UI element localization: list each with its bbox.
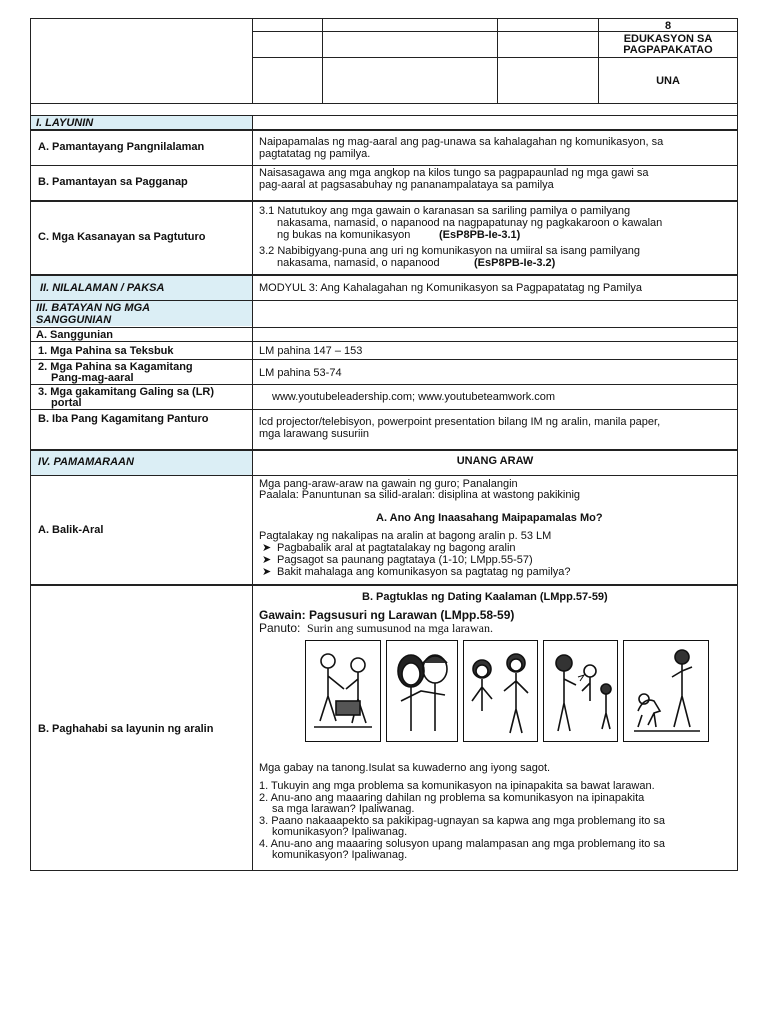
balik-aral-bullet: Bakit mahalaga ang komunikasyon sa pagtatag ng pamilya? (277, 566, 571, 578)
tanong-2: 2. Anu-ano ang maaaring dahilan ng problema sa komunikasyon na ipinapakita (259, 792, 645, 804)
row-divider (30, 475, 738, 476)
bullet-arrow-icon: ➤ (262, 566, 272, 578)
balik-aral-text: Pagtalakay ng nakalipas na aralin at bagong aralin p. 53 LM (259, 530, 552, 542)
header-divider (252, 57, 738, 58)
larawan-4-image (543, 640, 618, 742)
balik-aral-bullet: Pagbabalik aral at pagtatalakay ng bagong aralin (277, 542, 516, 554)
quarter: UNA (656, 75, 680, 87)
kagamitang-label: Pang-mag-aaral (51, 372, 134, 384)
iba-pang-kagamitan-label: B. Iba Pang Kagamitang Panturo (38, 413, 209, 425)
balik-aral-label: A. Balik-Aral (38, 524, 104, 536)
column-divider (252, 115, 253, 871)
row-divider (30, 165, 738, 166)
tanong-3: 3. Paano nakaaapekto sa pakikipag-ugnayan sa kapwa ang mga problemang ito sa (259, 815, 666, 827)
subject-title: PAGPAPAKATAO (623, 44, 713, 56)
larawan-5-image (623, 640, 709, 742)
section-nilalaman: II. NILALAMAN / PAKSA (40, 282, 165, 294)
kasanayan-3-2: nakasama, namasid, o napanood (277, 257, 440, 269)
kasanayan-3-1: ng bukas na komunikasyon (277, 229, 411, 241)
larawan-1-image (305, 640, 381, 742)
pamantayang-pangnilalaman-label: A. Pamantayang Pangnilalaman (38, 141, 205, 153)
pagtuklas-heading: B. Pagtuklas ng Dating Kaalaman (LMpp.57-59) (362, 591, 608, 603)
teksbuk-value: LM pahina 147 – 153 (259, 345, 363, 357)
row-divider (30, 409, 738, 410)
row-divider (30, 200, 738, 202)
larawan-2-image (386, 640, 458, 742)
row-divider (30, 115, 738, 116)
pamantayang-pangnilalaman-text: Naipapamalas ng mag-aaral ang pag-unawa sa kahalagahan ng komunikasyon, sa (259, 136, 664, 148)
row-divider (30, 584, 738, 586)
section-layunin: I. LAYUNIN (36, 117, 94, 129)
grade-level: 8 (664, 20, 672, 32)
pamantayan-pagganap-text: Naisasagawa ang mga angkop na kilos tungo sa pagpapaunlad ng mga gawi sa (259, 167, 649, 179)
kasanayan-3-2: 3.2 Nabibigyang-puna ang uri ng komunikasyon na umiiral sa isang pamilyang (259, 245, 640, 257)
tanong-1: 1. Tukuyin ang mga problema sa komunikasyon na ipinapakita sa bawat larawan. (259, 780, 655, 792)
table-border-left (30, 18, 31, 871)
pamantayan-pagganap-text: pag-aaral at pagsasabuhay ng pananampalataya sa pamilya (259, 179, 554, 191)
lr-portal-label: 3. Mga gakamitang Galing sa (LR) (38, 386, 215, 398)
modyul-title: MODYUL 3: Ang Kahalagahan ng Komunikasyon sa Pagpapatatag ng Pamilya (259, 282, 643, 294)
row-divider (30, 384, 738, 385)
kasanayan-3-1: 3.1 Natutukoy ang mga gawain o karanasan sa sariling pamilya o pamilyang (259, 205, 631, 217)
pamantayang-pangnilalaman-text: pagtatatag ng pamilya. (259, 148, 371, 160)
tanong-3: komunikasyon? Ipaliwanag. (272, 826, 408, 838)
bullet-arrow-icon: ➤ (262, 554, 272, 566)
section-pamamaraan: IV. PAMAMARAAN (38, 456, 134, 468)
balik-aral-heading: A. Ano Ang Inaasahang Maipapamalas Mo? (376, 512, 603, 524)
tanong-4: komunikasyon? Ipaliwanag. (272, 849, 408, 861)
larawan-3-image (463, 640, 538, 742)
kasanayan-3-1: nakasama, namasid, o napanood na nagpapatunay ng pagkakaroon o kawalan (277, 217, 663, 229)
row-divider (30, 129, 738, 131)
bullet-arrow-icon: ➤ (262, 542, 272, 554)
lr-portal-label: portal (51, 397, 82, 409)
paghahabi-label: B. Paghahabi sa layunin ng aralin (38, 723, 214, 735)
competency-code: (EsP8PB-Ie-3.2) (474, 257, 556, 269)
kagamitang-label: 2. Mga Pahina sa Kagamitang (38, 361, 193, 373)
kasanayan-label: C. Mga Kasanayan sa Pagtuturo (38, 231, 206, 243)
row-divider (30, 341, 738, 342)
header-divider (30, 103, 738, 104)
day-heading: UNANG ARAW (456, 455, 534, 467)
kagamitang-value: LM pahina 53-74 (259, 367, 342, 379)
competency-code: (EsP8PB-Ie-3.1) (439, 229, 521, 241)
teksbuk-label: 1. Mga Pahina sa Teksbuk (38, 345, 174, 357)
sanggunian-label: A. Sanggunian (36, 329, 113, 341)
row-divider (30, 327, 738, 328)
panuto-label: Panuto: (259, 621, 301, 635)
subject-title: EDUKASYON SA (623, 33, 713, 45)
panuto-text: Surin ang sumusunod na mga larawan. (307, 621, 493, 635)
section-batayan: III. BATAYAN NG MGA (36, 302, 151, 314)
balik-aral-text: Mga pang-araw-araw na gawain ng guro; Panalangin (259, 478, 518, 490)
pamantayan-pagganap-label: B. Pamantayan sa Pagganap (38, 176, 188, 188)
balik-aral-bullet: Pagsagot sa paunang pagtataya (1-10; LMpp.55-57) (277, 554, 533, 566)
iba-pang-kagamitan-text: mga larawang susuriin (259, 428, 370, 440)
iba-pang-kagamitan-text: lcd projector/telebisyon, powerpoint presentation bilang IM ng aralin, manila paper, (259, 416, 661, 428)
gawain-title: Gawain: Pagsusuri ng Larawan (LMpp.58-59) (259, 608, 515, 622)
section-batayan: SANGGUNIAN (36, 314, 112, 326)
row-divider (30, 274, 738, 276)
gabay-tanong: Mga gabay na tanong.Isulat sa kuwaderno ang iyong sagot. (259, 762, 551, 774)
row-divider (30, 359, 738, 360)
table-border-bottom (30, 870, 738, 871)
tanong-2: sa mga larawan? Ipaliwanag. (272, 803, 415, 815)
table-border-top (30, 18, 738, 19)
tanong-4: 4. Anu-ano ang maaaring solusyon upang malampasan ang mga problemang ito sa (259, 838, 666, 850)
row-divider (30, 449, 738, 451)
lr-portal-links[interactable]: www.youtubeleadership.com; www.youtubeteamwork.com (272, 391, 556, 403)
balik-aral-text: Paalala: Panuntunan sa silid-aralan: disiplina at wastong pakikinig (259, 489, 581, 501)
row-divider (30, 300, 738, 301)
table-border-right (737, 18, 738, 871)
